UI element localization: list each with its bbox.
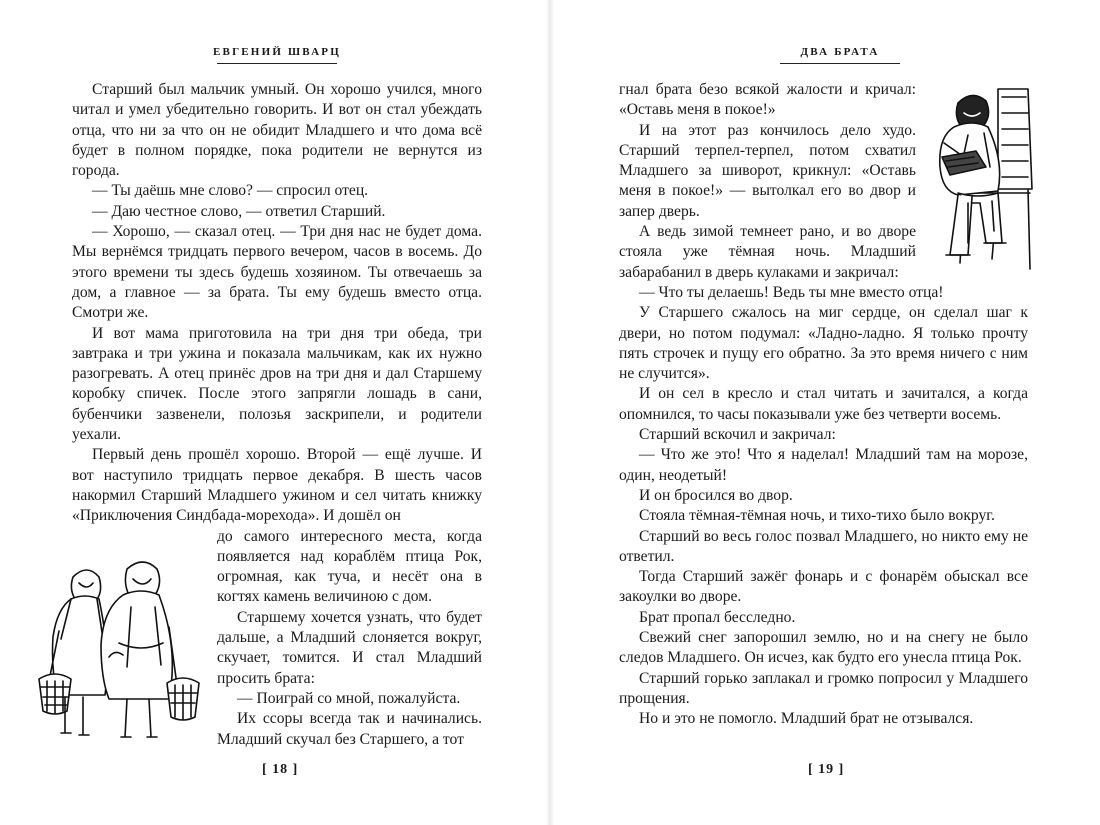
paragraph: И он бросился во двор.	[639, 486, 793, 504]
right-page	[550, 0, 1100, 825]
header-rule	[217, 63, 337, 64]
paragraph: Тогда Старший зажёг фонарь и с фонарём обыскал все закоулки во дворе.	[619, 568, 1028, 606]
running-head-left-text: ЕВГЕНИЙ ШВАРЦ	[213, 46, 341, 58]
running-head-right	[760, 46, 920, 64]
paragraph: — Ты даёшь мне слово? — спросил отец.	[92, 182, 369, 200]
page-number-right: [ 19 ]	[808, 762, 845, 777]
running-head-left	[197, 46, 357, 64]
narrow-text-block	[619, 80, 916, 283]
paragraph: Брат пропал бесследно.	[639, 608, 796, 626]
paragraph: Старший во весь голос позвал Младшего, но никто ему не ответил.	[619, 527, 1028, 565]
paragraph: Стояла тёмная-тёмная ночь, и тихо-тихо было вокруг.	[639, 507, 995, 525]
narrow-text-block	[217, 527, 482, 750]
paragraph: — Что ты делаешь! Ведь ты мне вместо отца!	[639, 283, 944, 301]
paragraph: — Даю честное слово, — ответил Старший.	[92, 202, 386, 220]
paragraph: гнал брата безо всякой жалости и кричал: «Оставь меня в покое!»	[619, 81, 916, 119]
paragraph: — Хорошо, — сказал отец. — Три дня нас не будет дома. Мы вернёмся тридцать первого вечером, часов в восемь. До этого времени ты здесь будешь хозяином. Ты отвечаешь за дом, а главное — за брата. Ты ему будешь вместо отца. Смотри же.	[72, 223, 482, 322]
paragraph: Старший вскочил и закричал:	[639, 426, 836, 444]
paragraph: Но и это не помогло. Младший брат не отзывался.	[639, 710, 974, 728]
paragraph: И на этот раз кончилось дело худо. Старший терпел-терпел, потом схватил Младшего за шиворот, крикнул: «Оставь меня в покое!» — вытолкал его во двор и запер дверь.	[619, 121, 916, 220]
paragraph: И вот мама приготовила на три дня три обеда, три завтрака и три ужина и показала мальчикам, как их нужно разогревать. А отец принёс дров на три дня и дал Старшему коробку спичек. После этого запрягли лошадь в сани, бубенчики зазвенели, полозья заскрипели, и родители уехали.	[72, 324, 482, 444]
paragraph: И он сел в кресло и стал читать и зачитался, а когда опомнился, то часы показывали уже без четверти восемь.	[619, 385, 1028, 423]
paragraph: Их ссоры всегда так и начинались. Младший скучал без Старшего, а тот	[217, 710, 482, 748]
paragraph: — Поиграй со мной, пожалуйста.	[237, 689, 461, 707]
page-number-left: [ 18 ]	[262, 762, 299, 777]
paragraph: Старший горько заплакал и громко попросил у Младшего прощения.	[619, 669, 1028, 707]
paragraph: Старшему хочется узнать, что будет дальше, а Младший слоняется вокруг, скучает, томится. И стал Младший просить брата:	[217, 608, 482, 687]
paragraph: — Что же это! Что я наделал! Младший там на морозе, один, неодетый!	[619, 446, 1028, 484]
running-head-right-text: ДВА БРАТА	[800, 46, 880, 58]
two-women-with-baskets-icon	[31, 547, 201, 747]
paragraph: Свежий снег запорошил землю, но и на снегу не было следов Младшего. Он исчез, как будто его унесла птица Рок.	[619, 629, 1028, 667]
paragraph: У Старшего сжалось на миг сердце, он сделал шаг к двери, но потом подумал: «Ладно-ладно. Я только прочту пять строчек и пущу его обратно. За это время ничего с ним не случится».	[619, 304, 1028, 383]
header-rule	[780, 63, 900, 64]
paragraph: А ведь зимой темнеет рано, и во дворе стояла уже тёмная ночь. Младший забарабанил в дверь кулаками и закричал:	[619, 223, 916, 281]
paragraph: Первый день прошёл хорошо. Второй — ещё лучше. И вот наступило тридцать первое декабря. В шесть часов накормил Старший Младшего ужином и сел читать книжку «Приключения Синдбада-морехода». И дошёл он	[72, 446, 482, 525]
paragraph: Старший был мальчик умный. Он хорошо учился, много читал и умел убедительно говорить. И вот он стал убеждать отца, что ни за что он не обидит Младшего и что дома всё будет в полном порядке, пока родители не вернутся из города.	[72, 81, 482, 180]
boy-reading-in-chair-icon	[928, 83, 1038, 273]
paragraph: до самого интересного места, когда появляется над кораблём птица Рок, огромная, как туча, и несёт она в когтях камень величиною с дом.	[217, 527, 482, 606]
